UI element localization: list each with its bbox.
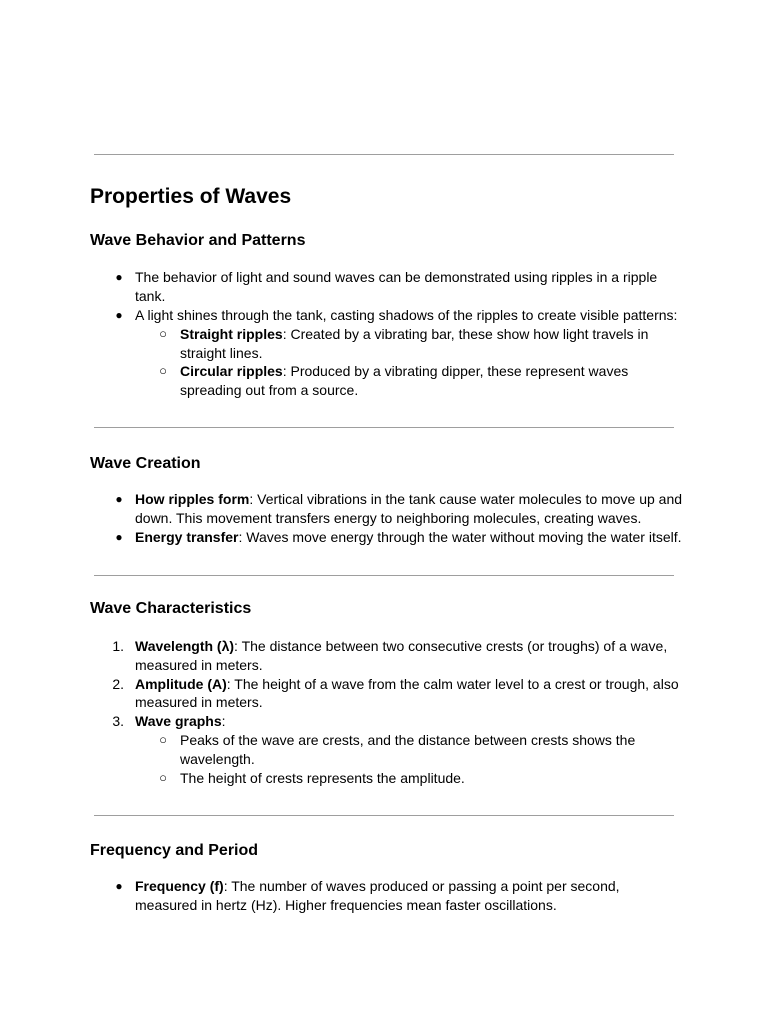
- sub-bullet-icon: ○: [159, 732, 167, 747]
- divider: [94, 575, 674, 576]
- term-description: : The distance between two consecutive crests (or troughs) of a wave,: [234, 638, 668, 654]
- list-number: 3.: [112, 713, 124, 729]
- term-label: Wave graphs: [135, 713, 222, 729]
- list-item-text: [135, 675, 679, 693]
- list-item-text: [135, 637, 667, 655]
- divider: [94, 154, 674, 155]
- bullet-icon: ●: [115, 879, 123, 893]
- list-item-text: measured in hertz (Hz). Higher frequencies mean faster oscillations.: [135, 897, 557, 913]
- term-label: Circular ripples: [180, 363, 283, 379]
- list-item-text: The behavior of light and sound waves can be demonstrated using ripples in a ripple: [135, 269, 658, 285]
- list-item-text: measured in meters.: [135, 694, 263, 710]
- list-item-text: measured in meters.: [135, 657, 263, 673]
- list-item-text: tank.: [135, 288, 166, 304]
- sub-list-item-text: [180, 325, 648, 343]
- term-description: : Vertical vibrations in the tank cause water molecules to move up and: [249, 491, 683, 507]
- divider: [94, 815, 674, 816]
- sub-bullet-icon: ○: [159, 363, 167, 378]
- divider: [94, 427, 674, 428]
- list-item-text: [135, 712, 226, 730]
- list-number: 2.: [112, 676, 124, 692]
- sub-bullet-icon: ○: [159, 770, 167, 785]
- sub-list-item-text: spreading out from a source.: [180, 382, 359, 398]
- section-heading-characteristics: Wave Characteristics: [90, 600, 252, 617]
- term-label: Wavelength (λ): [135, 638, 235, 654]
- term-description: : Created by a vibrating bar, these show how light travels in: [282, 326, 649, 342]
- term-description: : The height of a wave from the calm water level to a crest or trough, also: [226, 676, 679, 692]
- list-item-text: A light shines through the tank, casting shadows of the ripples to create visible patterns:: [135, 307, 678, 323]
- list-item-text: down. This movement transfers energy to neighboring molecules, creating waves.: [135, 510, 642, 526]
- sub-list-item-text: wavelength.: [180, 751, 255, 767]
- term-label: Straight ripples: [180, 326, 283, 342]
- sub-list-item-text: straight lines.: [180, 345, 263, 361]
- bullet-icon: ●: [115, 530, 123, 544]
- sub-list-item-text: Peaks of the wave are crests, and the distance between crests shows the: [180, 732, 636, 748]
- section-heading-frequency: Frequency and Period: [90, 842, 259, 859]
- sub-list-item-text: The height of crests represents the amplitude.: [180, 770, 465, 786]
- sub-list-item-text: [180, 362, 628, 380]
- term-description: :: [221, 713, 226, 729]
- term-description: : Produced by a vibrating dipper, these represent waves: [282, 363, 629, 379]
- list-item-text: [135, 490, 682, 508]
- list-item-text: [135, 877, 620, 895]
- term-label: Energy transfer: [135, 529, 239, 545]
- bullet-icon: ●: [115, 492, 123, 506]
- sub-bullet-icon: ○: [159, 326, 167, 341]
- section-heading-creation: Wave Creation: [90, 455, 201, 472]
- term-description: : The number of waves produced or passing a point per second,: [223, 878, 620, 894]
- section-heading-behavior: Wave Behavior and Patterns: [90, 232, 306, 249]
- term-description: : Waves move energy through the water without moving the water itself.: [238, 529, 682, 545]
- bullet-icon: ●: [115, 308, 123, 322]
- list-item-text: [135, 528, 682, 546]
- bullet-icon: ●: [115, 270, 123, 284]
- term-label: Frequency (f): [135, 878, 224, 894]
- term-label: Amplitude (A): [135, 676, 227, 692]
- term-label: How ripples form: [135, 491, 250, 507]
- list-number: 1.: [112, 638, 124, 654]
- page-title: Properties of Waves: [90, 185, 292, 208]
